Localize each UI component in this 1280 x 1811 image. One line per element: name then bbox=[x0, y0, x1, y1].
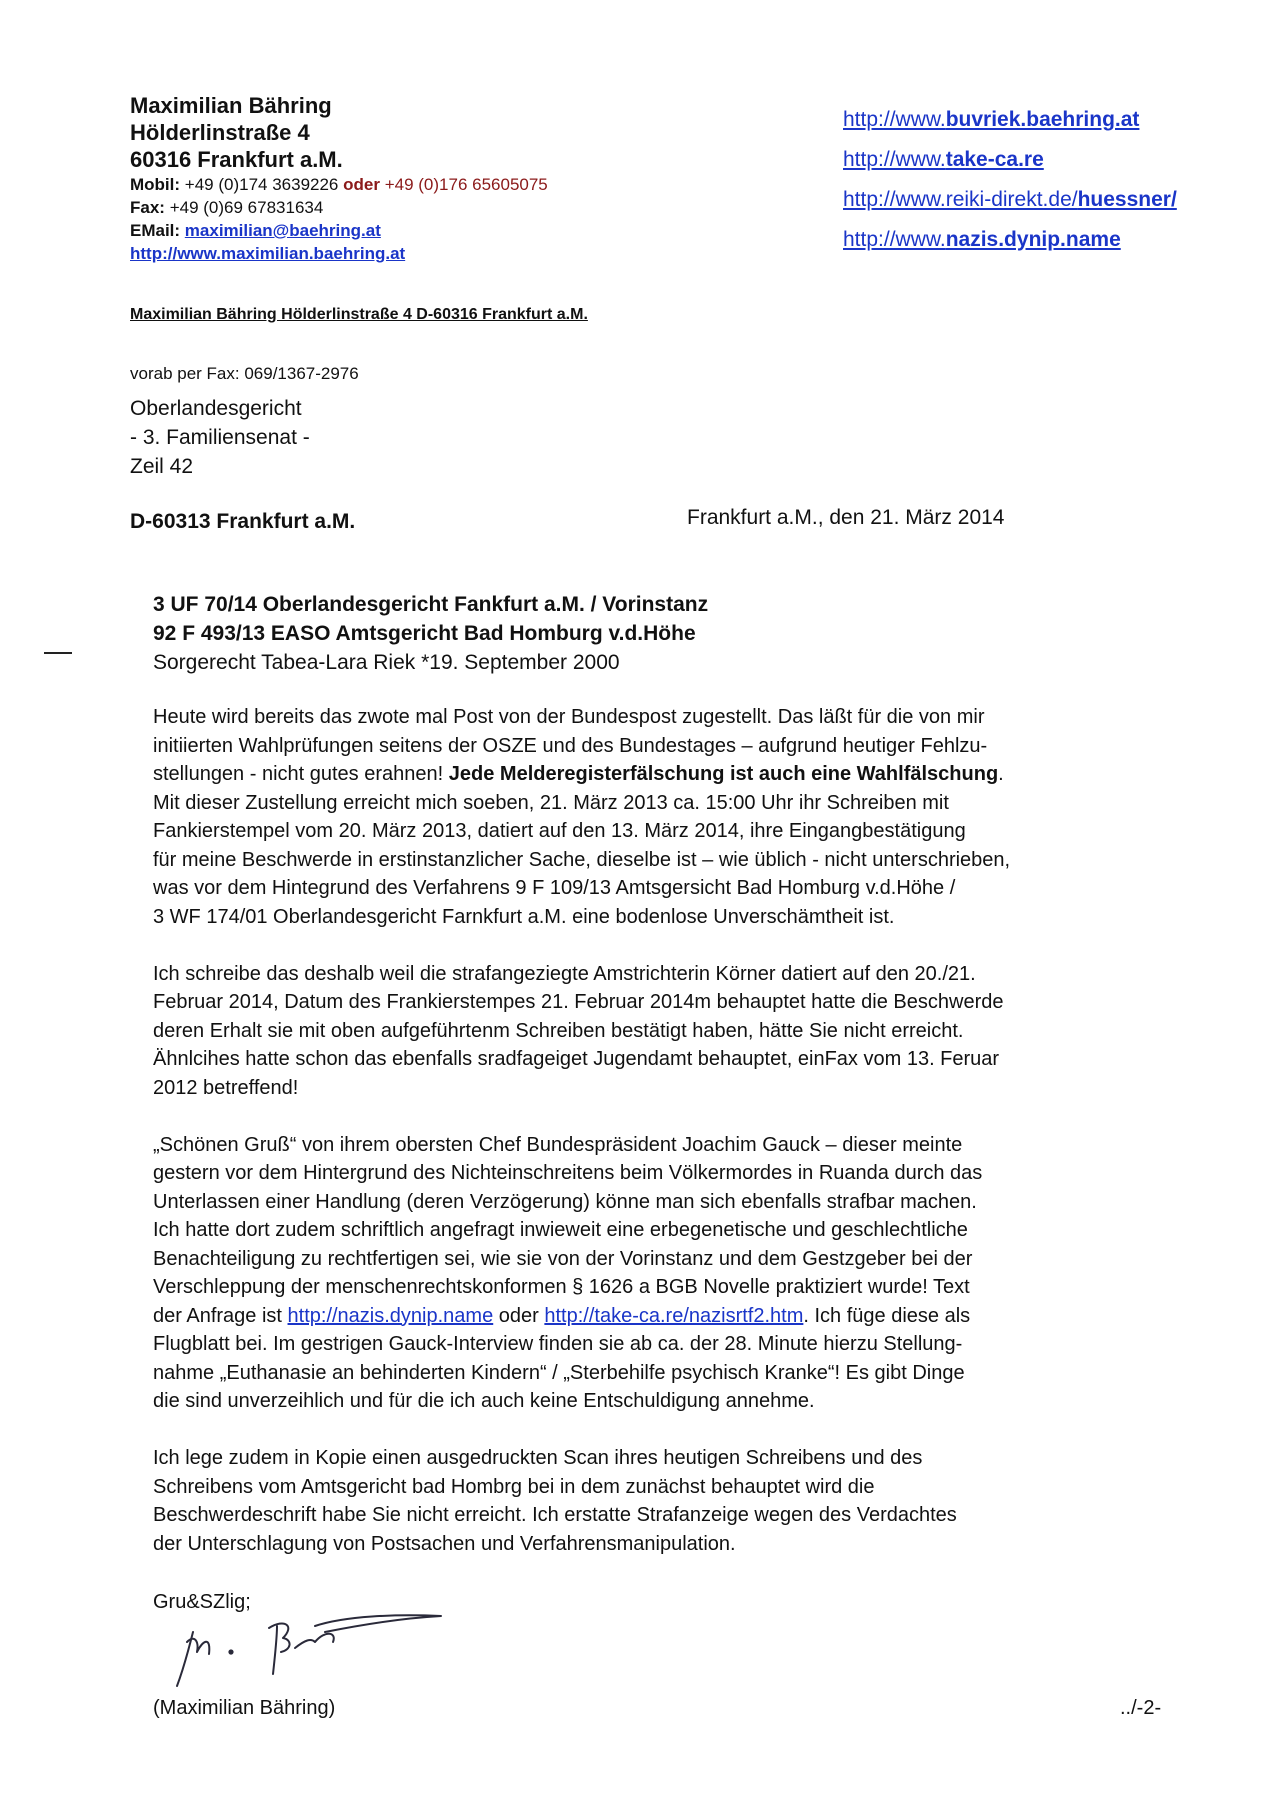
recipient-line-3: Zeil 42 bbox=[130, 455, 194, 478]
anfrage-link-nazis[interactable]: http://nazis.dynip.name bbox=[287, 1304, 494, 1327]
body-line: gestern vor dem Hintergrund des Nichteinschreitens beim Völkermordes in Ruanda durch das bbox=[153, 1162, 983, 1184]
weblink-prefix: http://www.reiki-direkt.de/ bbox=[843, 188, 1078, 211]
weblink-take-ca[interactable] bbox=[843, 140, 1177, 180]
sender-city: 60316 Frankfurt a.M. bbox=[130, 147, 343, 172]
body-line: Schreibens vom Amtsgericht bad Hombrg bei in dem zunächst behauptet wird die bbox=[153, 1475, 875, 1498]
body-line: 3 WF 174/01 Oberlandesgericht Farnkfurt a.M. eine bodenlose Unverschämtheit ist. bbox=[153, 905, 895, 928]
body-text: der Anfrage ist bbox=[153, 1304, 288, 1327]
body-line: die sind unverzeihlich und für die ich auch keine Entschuldigung annehme. bbox=[153, 1390, 815, 1412]
body-line: Beschwerdeschrift habe Sie nicht erreicht. Ich erstatte Strafanzeige wegen des Verdachtes bbox=[153, 1504, 957, 1526]
sender-name: Maximilian Bähring bbox=[130, 93, 332, 118]
body-line: Mit dieser Zustellung erreicht mich soeben, 21. März 2013 ca. 15:00 Uhr ihr Schreiben mit bbox=[153, 791, 949, 814]
letter-date: Frankfurt a.M., den 21. März 2014 bbox=[687, 506, 1005, 529]
weblink-domain: take-ca.re bbox=[945, 148, 1044, 171]
weblinks-list bbox=[843, 100, 1177, 260]
mobile-or: oder bbox=[343, 175, 380, 194]
body-line: Verschleppung der menschenrechtskonformen § 1626 a BGB Novelle praktiziert wurde! Text bbox=[153, 1276, 970, 1298]
paragraph-4 bbox=[153, 1444, 1133, 1558]
paragraph-1 bbox=[153, 703, 1133, 931]
letter-body bbox=[153, 703, 1133, 1587]
recipient-line-1: Oberlandesgericht bbox=[130, 397, 302, 420]
email-label: EMail: bbox=[130, 221, 181, 240]
body-text: . bbox=[998, 763, 1004, 785]
reference-line-1: 3 UF 70/14 Oberlandesgericht Fankfurt a.M. / Vorinstanz bbox=[153, 593, 709, 616]
fax-label: Fax: bbox=[130, 198, 165, 217]
body-text: stellungen - nicht gutes erahnen! bbox=[153, 763, 449, 785]
closing-greeting: Gru&SZlig; bbox=[153, 1591, 251, 1613]
weblink-prefix: http://www. bbox=[843, 148, 946, 171]
body-line bbox=[153, 760, 1133, 789]
body-line: Ich schreibe das deshalb weil die strafangeziegte Amstrichterin Körner datiert auf den 20./21. bbox=[153, 962, 976, 985]
body-line: der Unterschlagung von Postsachen und Verfahrensmanipulation. bbox=[153, 1532, 736, 1555]
body-line: für meine Beschwerde in erstinstanzlicher Sache, dieselbe ist – wie üblich - nicht unterschrieben, bbox=[153, 848, 1011, 871]
body-line: Ähnlcihes hatte schon das ebenfalls sradfageiget Jugendamt behauptet, einFax vom 13. Feruar bbox=[153, 1048, 1000, 1070]
anfrage-link-take-ca[interactable]: http://take-ca.re/nazisrtf2.htm bbox=[544, 1304, 804, 1327]
fax-number: +49 (0)69 67831634 bbox=[169, 198, 324, 217]
mobile-label: Mobil: bbox=[130, 175, 181, 194]
mobile-number-1: +49 (0)174 3639226 bbox=[184, 175, 339, 194]
recipient-city: D-60313 Frankfurt a.M. bbox=[130, 510, 356, 533]
fold-mark bbox=[44, 652, 72, 654]
body-line: Heute wird bereits das zwote mal Post von der Bundespost zugestellt. Das läßt für die von mir bbox=[153, 706, 985, 728]
reference-line-2: 92 F 493/13 EASO Amtsgericht Bad Homburg v.d.Höhe bbox=[153, 622, 696, 645]
page-continuation-marker: ../-2- bbox=[1120, 1697, 1162, 1719]
body-line: nahme „Euthanasie an behinderten Kindern“ / „Sterbehilfe psychisch Kranke“! Es gibt Dinge bbox=[153, 1361, 965, 1384]
body-line: Unterlassen einer Handlung (deren Verzögerung) könne man sich ebenfalls strafbar machen. bbox=[153, 1190, 977, 1213]
body-line: 2012 betreffend! bbox=[153, 1076, 299, 1099]
emphasis-text: Jede Melderegisterfälschung ist auch eine Wahlfälschung bbox=[448, 763, 999, 785]
body-line: Ich lege zudem in Kopie einen ausgedruckten Scan ihres heutigen Schreibens und des bbox=[153, 1447, 923, 1469]
body-line: „Schönen Gruß“ von ihrem obersten Chef Bundespräsident Joachim Gauck – dieser meinte bbox=[153, 1133, 963, 1156]
website-link[interactable]: http://www.maximilian.baehring.at bbox=[130, 244, 406, 263]
fax-note: vorab per Fax: 069/1367-2976 bbox=[130, 364, 359, 383]
mobile-number-2: +49 (0)176 65605075 bbox=[384, 175, 548, 194]
body-line: Ich hatte dort zudem schriftlich angefragt inwieweit eine erbegenetische und geschlechtliche bbox=[153, 1219, 968, 1241]
body-line: Fankierstempel vom 20. März 2013, datiert auf den 13. März 2014, ihre Eingangbestätigung bbox=[153, 820, 966, 842]
weblink-reiki[interactable] bbox=[843, 180, 1177, 220]
weblink-domain: nazis.dynip.name bbox=[945, 228, 1121, 251]
sender-email bbox=[130, 219, 548, 242]
signature-name: (Maximilian Bähring) bbox=[153, 1697, 336, 1719]
weblink-prefix: http://www. bbox=[843, 228, 946, 251]
handwritten-signature bbox=[165, 1612, 465, 1697]
body-line bbox=[153, 1302, 1133, 1331]
sender-block bbox=[130, 92, 548, 265]
reference-line-3: Sorgerecht Tabea-Lara Riek *19. September 2000 bbox=[153, 651, 620, 674]
paragraph-3 bbox=[153, 1131, 1133, 1416]
weblink-domain: buvriek.baehring.at bbox=[945, 108, 1140, 131]
reference-block bbox=[153, 590, 708, 677]
weblink-prefix: http://www. bbox=[843, 108, 946, 131]
body-line: Benachteiligung zu rechtfertigen sei, wie sie von der Vorinstanz und dem Gestzgeber bei der bbox=[153, 1247, 973, 1270]
return-address: Maximilian Bähring Hölderlinstraße 4 D-60316 Frankfurt a.M. bbox=[130, 306, 588, 323]
sender-street: Hölderlinstraße 4 bbox=[130, 120, 310, 145]
weblink-buvriek[interactable] bbox=[843, 100, 1177, 140]
email-link[interactable]: maximilian@baehring.at bbox=[184, 221, 381, 240]
body-text: . Ich füge diese als bbox=[803, 1304, 971, 1327]
body-line: Flugblatt bei. Im gestrigen Gauck-Interview finden sie ab ca. der 28. Minute hierzu Stellung- bbox=[153, 1333, 963, 1355]
weblink-domain: huessner/ bbox=[1077, 188, 1177, 211]
body-line: deren Erhalt sie mit oben aufgeführtenm Schreiben bestätigt haben, hätte Sie nicht erreicht. bbox=[153, 1019, 964, 1042]
paragraph-2 bbox=[153, 960, 1133, 1103]
body-line: Februar 2014, Datum des Frankierstempes 21. Februar 2014m behauptet hatte die Beschwerde bbox=[153, 991, 1004, 1013]
body-line: was vor dem Hintegrund des Verfahrens 9 F 109/13 Amtsgersicht Bad Homburg v.d.Höhe / bbox=[153, 877, 956, 899]
recipient-block bbox=[130, 394, 310, 481]
body-text: oder bbox=[493, 1304, 545, 1327]
body-line: initiierten Wahlprüfungen seitens der OSZE und des Bundestages – aufgrund heutiger Fehlzu- bbox=[153, 734, 988, 757]
recipient-line-2: - 3. Familiensenat - bbox=[130, 426, 310, 449]
sender-website bbox=[130, 242, 548, 265]
weblink-nazis[interactable] bbox=[843, 220, 1177, 260]
sender-fax bbox=[130, 196, 548, 219]
sender-mobile bbox=[130, 173, 548, 196]
